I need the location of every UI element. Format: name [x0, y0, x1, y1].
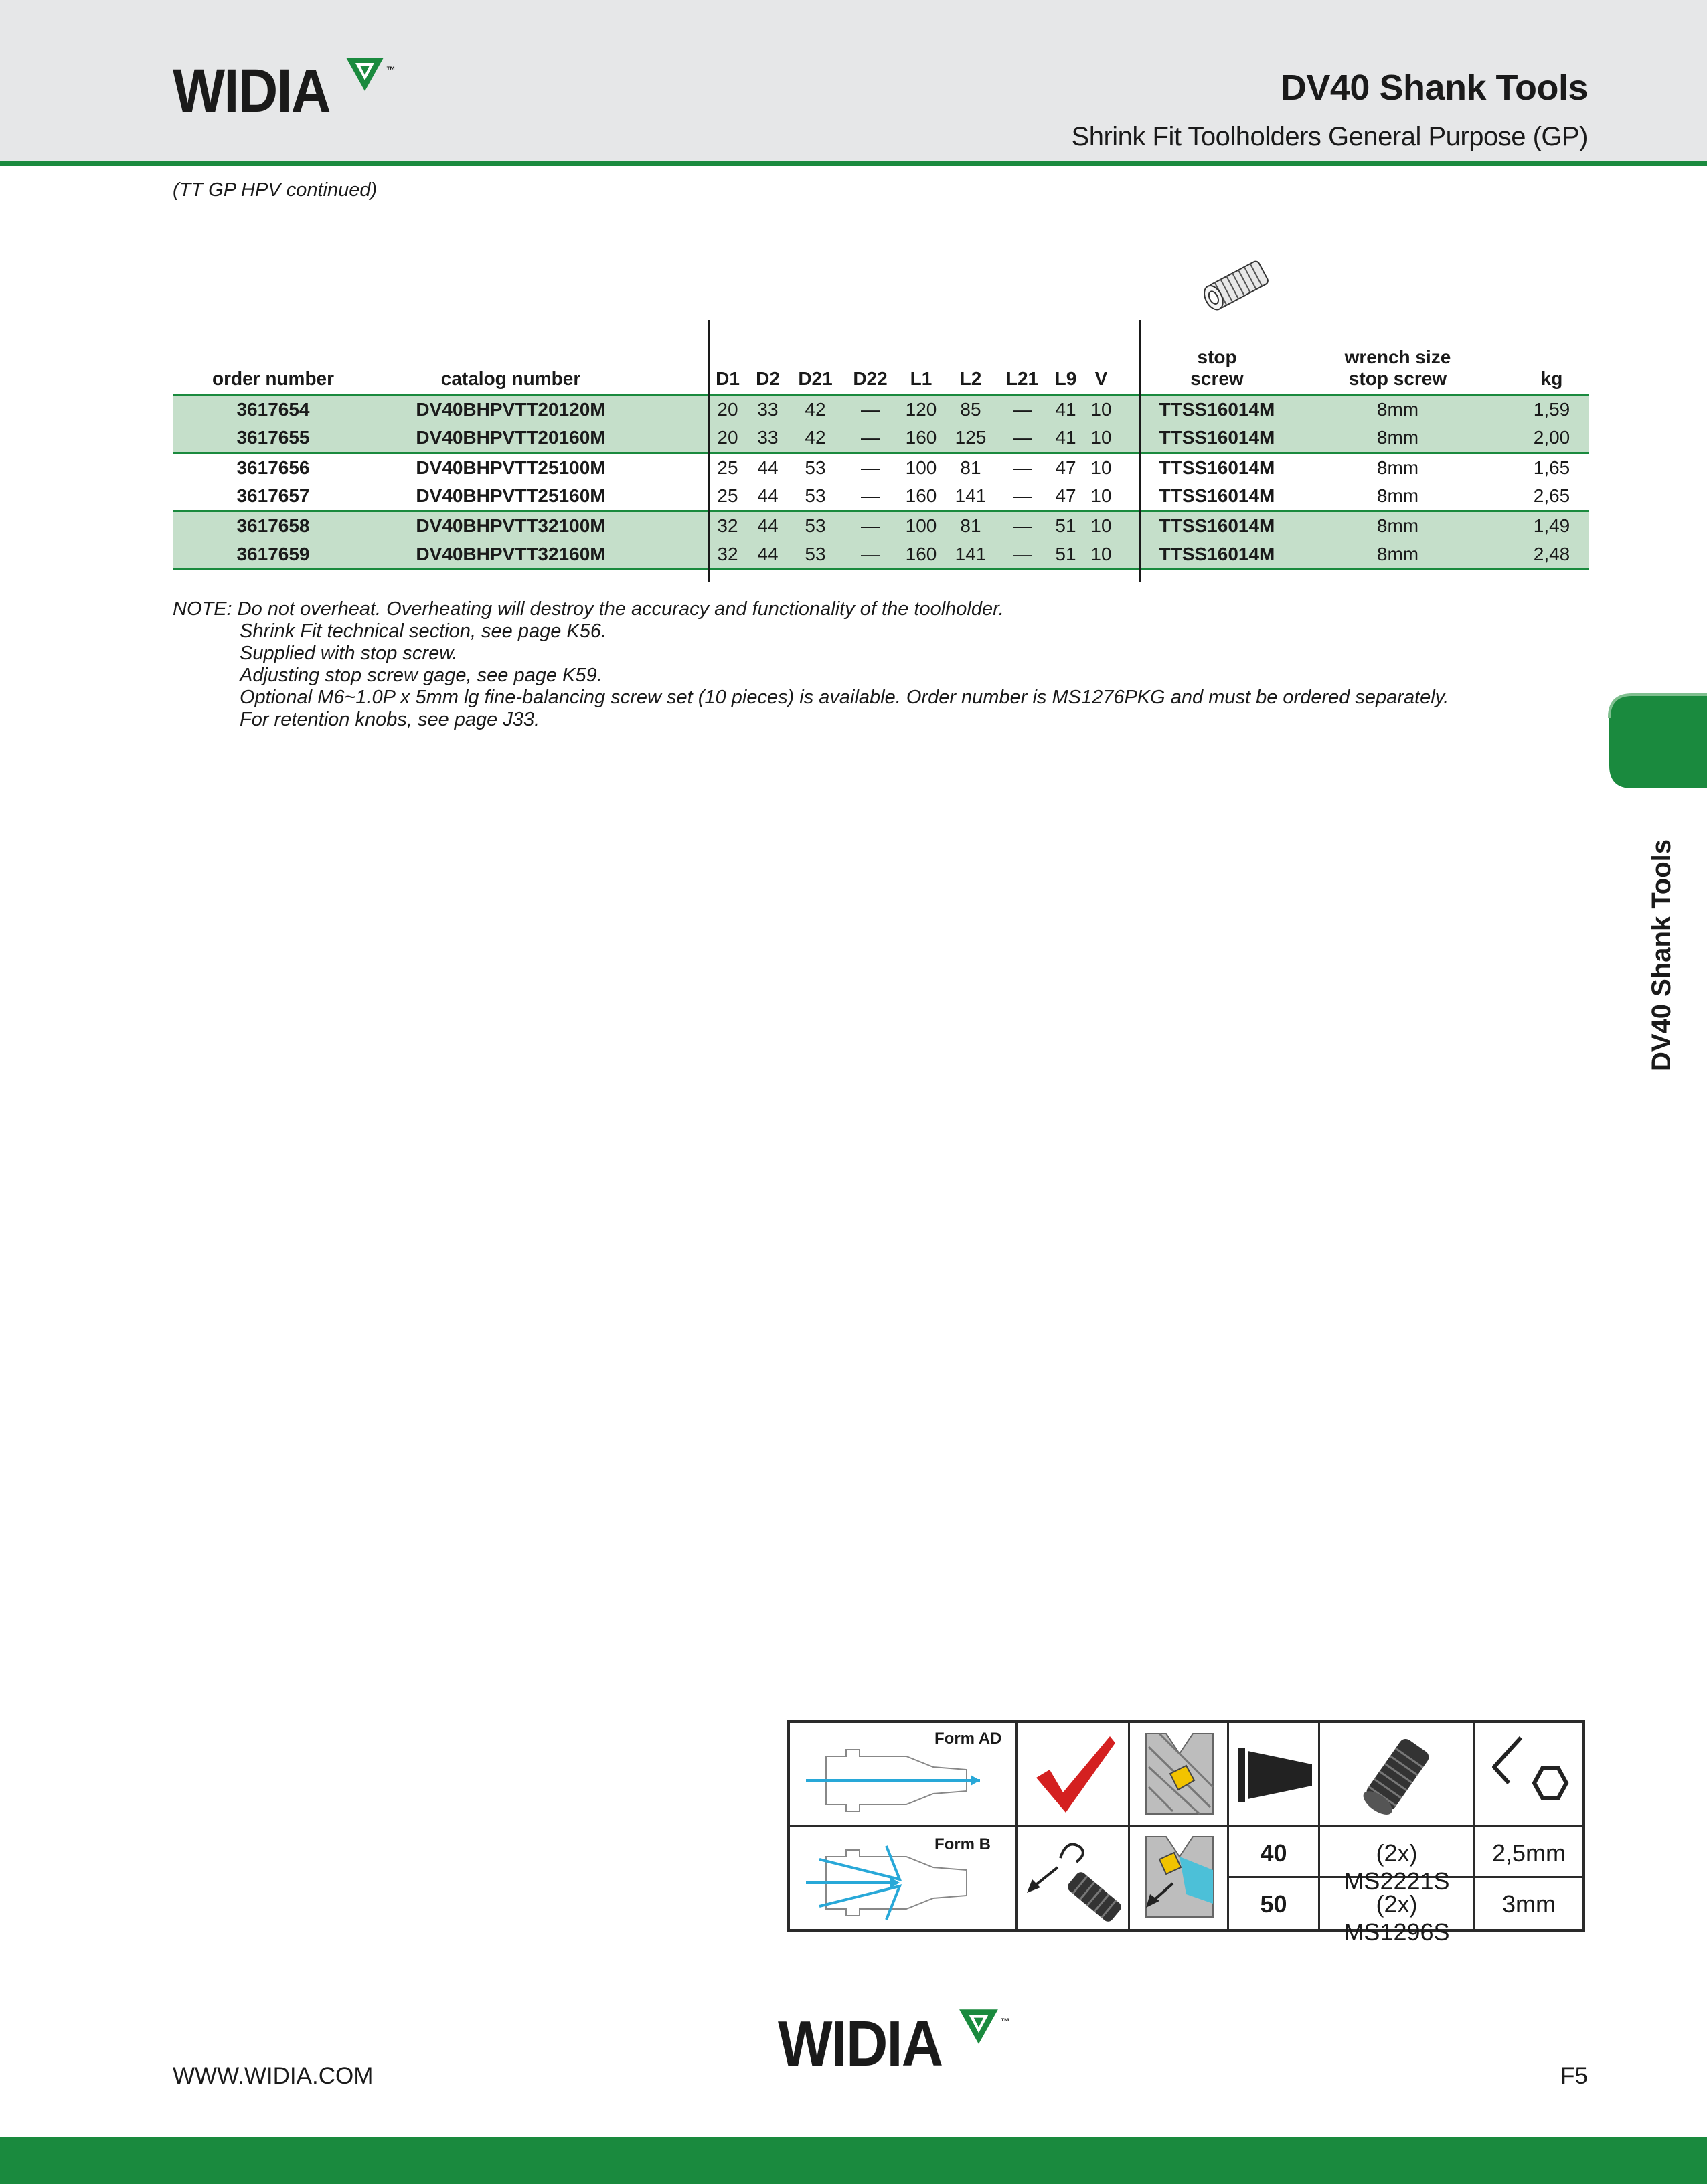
checkmark-icon [1027, 1731, 1121, 1818]
wrench-size-50: 3mm [1502, 1890, 1556, 1918]
taper-size-50: 50 [1260, 1890, 1287, 1918]
cell-d21: 53 [805, 515, 826, 536]
cell-d21: 53 [805, 457, 826, 478]
col-d22: D22 [853, 368, 888, 389]
cell-l21: — [1013, 543, 1032, 564]
cell-d21: 42 [805, 399, 826, 420]
cell-l21: — [1013, 399, 1032, 420]
col-wrench-size [1311, 347, 1485, 390]
widia-triangle-icon [345, 55, 386, 94]
cell-kg: 2,65 [1533, 485, 1570, 506]
col-d2: D2 [756, 368, 780, 389]
cell-kg: 1,59 [1533, 399, 1570, 420]
wrench-cell [1475, 1723, 1582, 1827]
cell-order: 3617659 [236, 543, 310, 564]
cell-d1: 32 [717, 543, 738, 564]
col-d1: D1 [716, 368, 740, 389]
cell-l2: 141 [955, 543, 987, 564]
col-l2: L2 [959, 368, 982, 389]
adjust-screw-icon [1020, 1831, 1127, 1925]
cell-l21: — [1013, 427, 1032, 448]
cell-d22: — [861, 399, 880, 420]
table-row [173, 454, 1589, 482]
cell-stop: TTSS16014M [1159, 457, 1275, 478]
note-line: Adjusting stop screw gage, see page K59. [240, 665, 602, 686]
cell-l1: 100 [905, 457, 937, 478]
hex-wrench-icon [1481, 1731, 1574, 1818]
wrench-50-cell [1475, 1878, 1582, 1929]
footer-logo-wordmark: WIDIA [778, 2008, 943, 2080]
cell-wrench: 8mm [1376, 427, 1419, 448]
cell-stop: TTSS16014M [1159, 399, 1275, 420]
screw-50-cell [1320, 1878, 1475, 1946]
table-row [173, 512, 1589, 540]
page-title: DV40 Shank Tools [1280, 68, 1588, 108]
col-l21: L21 [1005, 368, 1039, 389]
form-b-label: Form B [934, 1835, 991, 1853]
cell-d2: 33 [757, 399, 779, 420]
cell-d21: 53 [805, 485, 826, 506]
cell-l2: 81 [960, 515, 981, 536]
cell-v: 10 [1090, 457, 1112, 478]
cell-order: 3617655 [236, 427, 310, 448]
page-subtitle: Shrink Fit Toolholders General Purpose (GP) [1071, 122, 1588, 151]
cell-catalog: DV40BHPVTT20160M [416, 427, 606, 448]
cell-v: 10 [1090, 515, 1112, 536]
col-kg: kg [1540, 368, 1563, 389]
row-group [173, 512, 1589, 568]
col-stop-line2: screw [1190, 368, 1244, 389]
cell-kg: 2,48 [1533, 543, 1570, 564]
screw-cell [1320, 1723, 1475, 1827]
cell-order: 3617658 [236, 515, 310, 536]
group-rule [173, 568, 1589, 570]
col-order-number: order number [212, 368, 335, 389]
cell-stop: TTSS16014M [1159, 427, 1275, 448]
cell-wrench: 8mm [1376, 457, 1419, 478]
legend-box [787, 1720, 1585, 1946]
cell-l21: — [1013, 485, 1032, 506]
widia-logo [173, 57, 396, 125]
insert-pocket-icon [1139, 1727, 1220, 1821]
taper-cell [1229, 1723, 1320, 1827]
cell-kg: 2,00 [1533, 427, 1570, 448]
col-d21: D21 [798, 368, 833, 389]
screw-40-cell [1320, 1827, 1475, 1895]
cell-d1: 25 [717, 485, 738, 506]
header-rule [0, 161, 1707, 166]
table-row [173, 424, 1589, 452]
col-catalog-number: catalog number [440, 368, 581, 389]
cell-catalog: DV40BHPVTT25100M [416, 457, 606, 478]
cell-stop: TTSS16014M [1159, 543, 1275, 564]
cell-order: 3617656 [236, 457, 310, 478]
stop-screw-icon [1192, 254, 1285, 315]
taper-size-40: 40 [1260, 1839, 1287, 1867]
cell-d2: 44 [757, 485, 779, 506]
balancing-screw-icon [1351, 1731, 1445, 1818]
cell-d21: 53 [805, 543, 826, 564]
page-number: F5 [1560, 2063, 1588, 2089]
cell-d2: 44 [757, 515, 779, 536]
col-wrench-line2: stop screw [1348, 368, 1447, 389]
website-link[interactable]: WWW.WIDIA.COM [173, 2063, 374, 2089]
cell-wrench: 8mm [1376, 515, 1419, 536]
cell-d1: 20 [717, 399, 738, 420]
column-divider [708, 320, 710, 582]
table-row [173, 396, 1589, 424]
col-wrench-line1: wrench size [1344, 347, 1451, 367]
cell-l2: 125 [955, 427, 987, 448]
cell-l9: 51 [1055, 515, 1076, 536]
col-l9: L9 [1054, 368, 1077, 389]
side-tab-marker [1605, 691, 1707, 792]
trademark: ™ [386, 64, 396, 75]
cell-kg: 1,65 [1533, 457, 1570, 478]
cell-v: 10 [1090, 485, 1112, 506]
cell-l1: 120 [905, 399, 937, 420]
table-body [173, 394, 1589, 570]
continued-note: (TT GP HPV continued) [173, 179, 378, 201]
cell-d1: 20 [717, 427, 738, 448]
cell-d22: — [861, 515, 880, 536]
footer-widia-triangle-icon [958, 2007, 1001, 2047]
footer-widia-logo [778, 2008, 1010, 2080]
coolant-cell [1130, 1723, 1229, 1827]
cell-l21: — [1013, 457, 1032, 478]
size-50-cell [1229, 1878, 1320, 1929]
cell-l2: 141 [955, 485, 987, 506]
cell-l21: — [1013, 515, 1032, 536]
footer-trademark: ™ [1000, 2016, 1010, 2027]
cell-v: 10 [1090, 427, 1112, 448]
cell-catalog: DV40BHPVTT32100M [416, 515, 606, 536]
side-tab-label: DV40 Shank Tools [1647, 839, 1676, 1071]
cell-d2: 44 [757, 543, 779, 564]
cell-d22: — [861, 457, 880, 478]
form-ad-holder-icon [799, 1740, 1000, 1821]
cell-l1: 160 [905, 543, 937, 564]
note-line: Shrink Fit technical section, see page K56. [240, 620, 607, 642]
cell-v: 10 [1090, 399, 1112, 420]
col-stop-screw [1143, 347, 1291, 390]
col-l1: L1 [910, 368, 932, 389]
cell-l2: 85 [960, 399, 981, 420]
col-v: V [1094, 368, 1108, 389]
cell-catalog: DV40BHPVTT20120M [416, 399, 606, 420]
note-line: Optional M6~1.0P x 5mm lg fine-balancing screw set (10 pieces) is available. Order number is MS1276PKG and must be ordered separately. [240, 687, 1449, 708]
cell-order: 3617657 [236, 485, 310, 506]
cell-l1: 160 [905, 485, 937, 506]
cell-wrench: 8mm [1376, 485, 1419, 506]
table-row [173, 540, 1589, 568]
coolant-b-cell [1130, 1827, 1229, 1929]
footer-bar [0, 2137, 1707, 2184]
cell-d22: — [861, 543, 880, 564]
screw-part-40: (2x) MS2221S [1344, 1839, 1450, 1895]
cell-v: 10 [1090, 543, 1112, 564]
form-b-holder-icon [799, 1839, 1000, 1926]
taper-icon [1234, 1735, 1315, 1815]
cell-d1: 25 [717, 457, 738, 478]
cell-l9: 41 [1055, 399, 1076, 420]
screw-part-50: (2x) MS1296S [1344, 1890, 1450, 1946]
notes [173, 598, 1449, 731]
form-b-cell [790, 1827, 1018, 1929]
coolant-pocket-icon [1139, 1830, 1220, 1924]
table-row [173, 482, 1589, 510]
col-stop-line1: stop [1197, 347, 1237, 367]
cell-l2: 81 [960, 457, 981, 478]
cell-wrench: 8mm [1376, 543, 1419, 564]
cell-l1: 160 [905, 427, 937, 448]
cell-stop: TTSS16014M [1159, 485, 1275, 506]
cell-l9: 47 [1055, 457, 1076, 478]
form-ad-label: Form AD [934, 1730, 1002, 1748]
column-divider [1139, 320, 1141, 582]
cell-kg: 1,49 [1533, 515, 1570, 536]
cell-order: 3617654 [236, 399, 310, 420]
note-line: For retention knobs, see page J33. [240, 709, 540, 730]
cell-wrench: 8mm [1376, 399, 1419, 420]
cell-d2: 44 [757, 457, 779, 478]
cell-d22: — [861, 427, 880, 448]
row-group [173, 454, 1589, 510]
note-line: NOTE: Do not overheat. Overheating will destroy the accuracy and functionality of the toolholder. [173, 598, 1004, 620]
cell-d22: — [861, 485, 880, 506]
cell-stop: TTSS16014M [1159, 515, 1275, 536]
cell-l9: 51 [1055, 543, 1076, 564]
size-40-cell [1229, 1827, 1320, 1878]
cell-l1: 100 [905, 515, 937, 536]
cell-d1: 32 [717, 515, 738, 536]
cell-d2: 33 [757, 427, 779, 448]
wrench-40-cell [1475, 1827, 1582, 1878]
product-table [173, 320, 1589, 570]
note-line: Supplied with stop screw. [240, 643, 458, 664]
wrench-size-40: 2,5mm [1491, 1839, 1566, 1867]
form-ad-cell [790, 1723, 1018, 1827]
cell-catalog: DV40BHPVTT25160M [416, 485, 606, 506]
cell-l9: 41 [1055, 427, 1076, 448]
table-header [173, 320, 1589, 394]
logo-wordmark: WIDIA [173, 57, 330, 125]
row-group [173, 396, 1589, 452]
check-cell [1018, 1723, 1130, 1827]
cell-catalog: DV40BHPVTT32160M [416, 543, 606, 564]
cell-l9: 47 [1055, 485, 1076, 506]
screw-arrow-cell [1018, 1827, 1130, 1929]
cell-d21: 42 [805, 427, 826, 448]
